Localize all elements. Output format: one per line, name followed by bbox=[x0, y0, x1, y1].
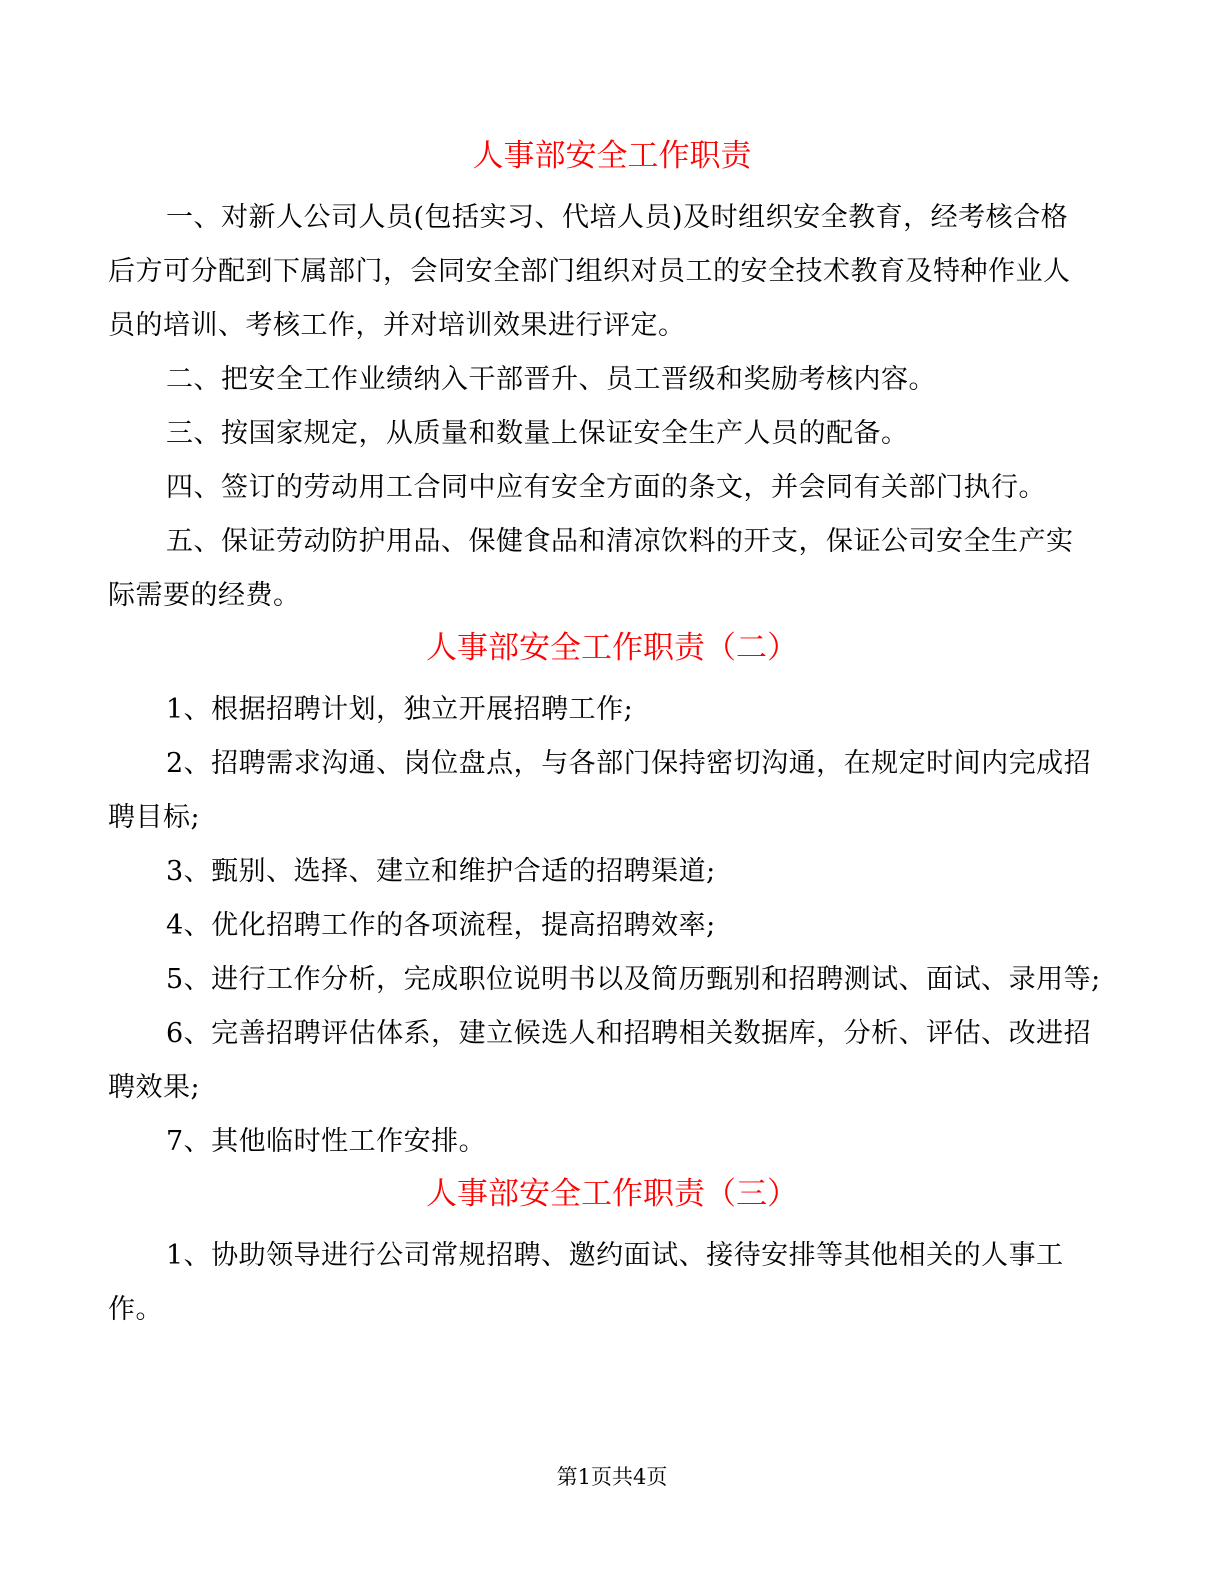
section-1-line: 后方可分配到下属部门，会同安全部门组织对员工的安全技术教育及特种作业人 bbox=[108, 256, 1071, 287]
section-3-line: 作。 bbox=[108, 1294, 163, 1325]
section-2-line: 6、完善招聘评估体系，建立候选人和招聘相关数据库，分析、评估、改进招 bbox=[166, 1018, 1092, 1049]
section-2-line: 5、进行工作分析，完成职位说明书以及简历甄别和招聘测试、面试、录用等; bbox=[166, 964, 1101, 995]
section-2-line: 1、根据招聘计划，独立开展招聘工作; bbox=[166, 694, 634, 725]
section-1-title: 人事部安全工作职责 bbox=[472, 138, 752, 174]
section-2-line: 7、其他临时性工作安排。 bbox=[166, 1126, 487, 1157]
section-1-line: 三、按国家规定，从质量和数量上保证安全生产人员的配备。 bbox=[166, 418, 909, 449]
section-2-line: 3、甄别、选择、建立和维护合适的招聘渠道; bbox=[166, 856, 716, 887]
section-1-line: 四、签订的劳动用工合同中应有安全方面的条文，并会同有关部门执行。 bbox=[166, 472, 1046, 503]
section-2-line: 2、招聘需求沟通、岗位盘点，与各部门保持密切沟通，在规定时间内完成招 bbox=[166, 748, 1092, 779]
section-1-line: 五、保证劳动防护用品、保健食品和清凉饮料的开支，保证公司安全生产实 bbox=[166, 526, 1074, 557]
section-2-title: 人事部安全工作职责（二） bbox=[426, 630, 798, 666]
section-1-line: 际需要的经费。 bbox=[108, 580, 301, 611]
section-3-line: 1、协助领导进行公司常规招聘、邀约面试、接待安排等其他相关的人事工 bbox=[166, 1240, 1064, 1271]
section-1-line: 员的培训、考核工作，并对培训效果进行评定。 bbox=[108, 310, 686, 341]
section-2-line: 4、优化招聘工作的各项流程，提高招聘效率; bbox=[166, 910, 716, 941]
section-3-title: 人事部安全工作职责（三） bbox=[426, 1176, 798, 1212]
section-1-line: 一、对新人公司人员(包括实习、代培人员)及时组织安全教育，经考核合格 bbox=[166, 202, 1069, 233]
page-number: 第1页共4页 bbox=[556, 1465, 668, 1489]
section-2-line: 聘效果; bbox=[108, 1072, 201, 1103]
section-2-line: 聘目标; bbox=[108, 802, 201, 833]
section-1-line: 二、把安全工作业绩纳入干部晋升、员工晋级和奖励考核内容。 bbox=[166, 364, 936, 395]
